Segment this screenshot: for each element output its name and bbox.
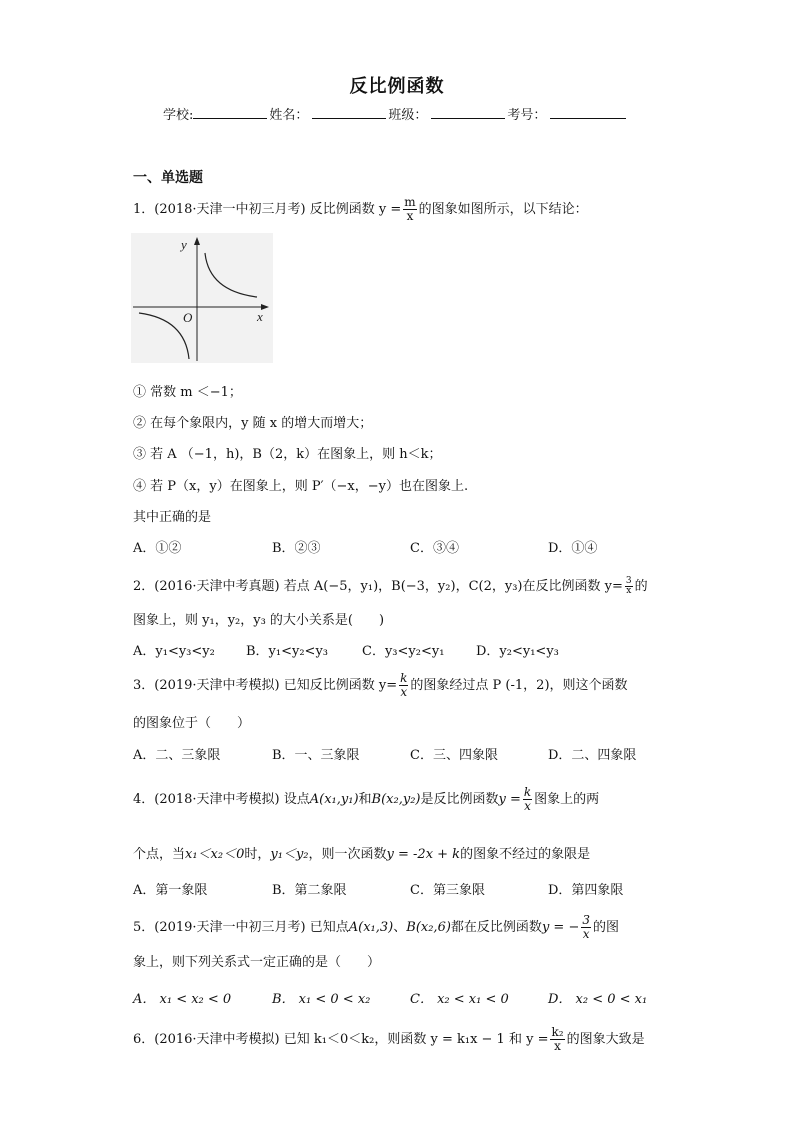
- q1-stem-text: 1．(2018·天津一中初三月考) 反比例函数 y =: [133, 202, 402, 217]
- q3-stem: [133, 672, 628, 699]
- q2-option-a[interactable]: A．y₁<y₃<y₂: [133, 644, 215, 659]
- q6-stem: [133, 1026, 645, 1053]
- q5-option-c[interactable]: C． x₂ < x₁ < 0: [410, 992, 509, 1007]
- section-heading: 一、单选题: [133, 170, 203, 186]
- q1-option-a[interactable]: A．①②: [133, 541, 182, 556]
- q4-stem-mid: 和: [358, 792, 372, 807]
- x-axis-label: x: [257, 309, 263, 324]
- class-label: 班级：: [388, 108, 428, 123]
- q4-stem: [133, 786, 599, 813]
- q1-conclusion-1: ① 常数 m ＜−1；: [133, 385, 242, 400]
- q1-fraction: [403, 196, 416, 223]
- q5-separator: 、: [393, 920, 407, 935]
- q4-func: y =: [498, 792, 521, 807]
- q3-frac-num: k: [400, 671, 408, 685]
- q3-stem-line2: 的图象位于（ ）: [133, 716, 251, 731]
- q5-frac-num: 3: [582, 913, 590, 927]
- q1-stem: [133, 196, 588, 223]
- q2-frac-num: 3: [625, 576, 632, 586]
- q6-frac-den: x: [554, 1039, 561, 1053]
- y-axis-label: y: [181, 237, 187, 252]
- q4-option-a[interactable]: A．第一象限: [133, 883, 208, 898]
- q3-fraction: [399, 672, 408, 699]
- class-blank: [431, 106, 505, 119]
- q4-stem-text: 4．(2018·天津中考模拟) 设点: [133, 792, 310, 807]
- q4-line2-d: 的图象不经过的象限是: [460, 847, 591, 862]
- q1-question: 其中正确的是: [133, 510, 212, 525]
- number-label: 考号：: [507, 108, 547, 123]
- q4-stem-text-2: 是反比例函数: [420, 792, 499, 807]
- q4-line2-a: 个点，当: [133, 847, 186, 862]
- q5-fraction: [581, 914, 591, 941]
- q1-frac-num: m: [404, 195, 416, 209]
- student-info-line: [163, 104, 628, 123]
- q1-conclusion-2: ② 在每个象限内，y 随 x 的增大而增大；: [133, 416, 373, 431]
- q2-fraction: [625, 577, 633, 596]
- q2-stem-line2: 图象上，则 y₁，y₂，y₃ 的大小关系是( ): [133, 613, 385, 628]
- q2-stem-text: 2．(2016·天津中考真题) 若点 A(−5，y₁)，B(−3，y₂)，C(2，y₃)在反比例函数 y=: [133, 579, 623, 594]
- q1-option-d[interactable]: D．①④: [548, 541, 598, 556]
- q6-stem-text-2: 的图象大致是: [566, 1032, 645, 1047]
- q4-line2-b: 时，: [244, 847, 271, 862]
- q1-graph: [131, 233, 273, 367]
- q5-option-d[interactable]: D． x₂ < 0 < x₁: [548, 992, 648, 1007]
- q1-option-c[interactable]: C．③④: [410, 541, 459, 556]
- page-title: 反比例函数: [349, 76, 445, 97]
- q4-condition-1: x₁＜x₂＜0: [185, 847, 245, 862]
- q1-option-b[interactable]: B．②③: [272, 541, 321, 556]
- q3-stem-text-2: 的图象经过点 P (-1，2)，则这个函数: [410, 678, 628, 693]
- q6-fraction: [550, 1026, 564, 1053]
- q4-line2-c: ，则一次函数: [308, 847, 387, 862]
- q1-stem-text-2: 的图象如图所示，以下结论：: [418, 202, 588, 217]
- q4-option-c[interactable]: C．第三象限: [410, 883, 485, 898]
- q5-point-a: A(x₁,3): [348, 920, 394, 935]
- q4-frac-den: x: [524, 799, 531, 813]
- q4-fraction: [523, 786, 532, 813]
- hyperbola-graph: [131, 233, 273, 363]
- q1-frac-den: x: [406, 209, 414, 223]
- q3-option-b[interactable]: B．一、三象限: [272, 748, 360, 763]
- q2-option-b[interactable]: B．y₁<y₂<y₃: [246, 644, 329, 659]
- q1-conclusion-3: ③ 若 A （−1，h)，B（2，k）在图象上，则 h＜k；: [133, 447, 442, 462]
- q2-stem-text-2: 的: [634, 579, 648, 594]
- q4-option-b[interactable]: B．第二象限: [272, 883, 347, 898]
- q1-conclusion-4: ④ 若 P（x，y）在图象上，则 P′（−x，−y）也在图象上.: [133, 479, 469, 494]
- q4-option-d[interactable]: D．第四象限: [548, 883, 624, 898]
- q4-stem-line2: [133, 843, 590, 862]
- q5-stem-text-2: 都在反比例函数: [450, 920, 542, 935]
- q3-option-a[interactable]: A．二、三象限: [133, 748, 221, 763]
- q5-option-a[interactable]: A． x₁ < x₂ < 0: [133, 992, 232, 1007]
- q5-stem: [133, 914, 619, 941]
- q6-stem-text: 6．(2016·天津中考模拟) 已知 k₁＜0＜k₂，则函数 y = k₁x − 1 和 y =: [133, 1032, 549, 1047]
- q5-stem-text: 5．(2019·天津一中初三月考) 已知点: [133, 920, 349, 935]
- q6-frac-num: k₂: [551, 1025, 564, 1039]
- q2-stem: [133, 575, 648, 596]
- q3-option-d[interactable]: D．二、四象限: [548, 748, 637, 763]
- q2-frac-den: x: [626, 586, 632, 596]
- school-blank: [193, 106, 267, 119]
- q4-point-b: B(x₂,y₂): [371, 792, 421, 807]
- name-blank: [312, 106, 386, 119]
- q5-stem-line2: 象上，则下列关系式一定正确的是（ ）: [133, 955, 381, 970]
- q4-condition-2: y₁＜y₂: [270, 847, 309, 862]
- name-label: 姓名：: [269, 108, 309, 123]
- q2-option-c[interactable]: C．y₃<y₂<y₁: [362, 644, 445, 659]
- q5-stem-text-3: 的图: [592, 920, 619, 935]
- q4-linear-func: y = -2x + k: [386, 847, 461, 862]
- q2-option-d[interactable]: D．y₂<y₁<y₃: [476, 644, 559, 659]
- q3-frac-den: x: [400, 685, 408, 699]
- q4-frac-num: k: [523, 785, 532, 799]
- q3-stem-text: 3．(2019·天津中考模拟) 已知反比例函数 y=: [133, 678, 398, 693]
- q5-point-b: B(x₂,6): [406, 920, 451, 935]
- origin-label: O: [183, 310, 193, 325]
- q3-option-c[interactable]: C．三、四象限: [410, 748, 498, 763]
- school-label: 学校:: [163, 108, 194, 123]
- q5-option-b[interactable]: B． x₁ < 0 < x₂: [272, 992, 371, 1007]
- q5-func: y = −: [541, 920, 580, 935]
- q4-point-a: A(x₁,y₁): [309, 792, 359, 807]
- number-blank: [550, 106, 626, 119]
- q4-stem-text-3: 图象上的两: [534, 792, 600, 807]
- q5-frac-den: x: [582, 927, 590, 941]
